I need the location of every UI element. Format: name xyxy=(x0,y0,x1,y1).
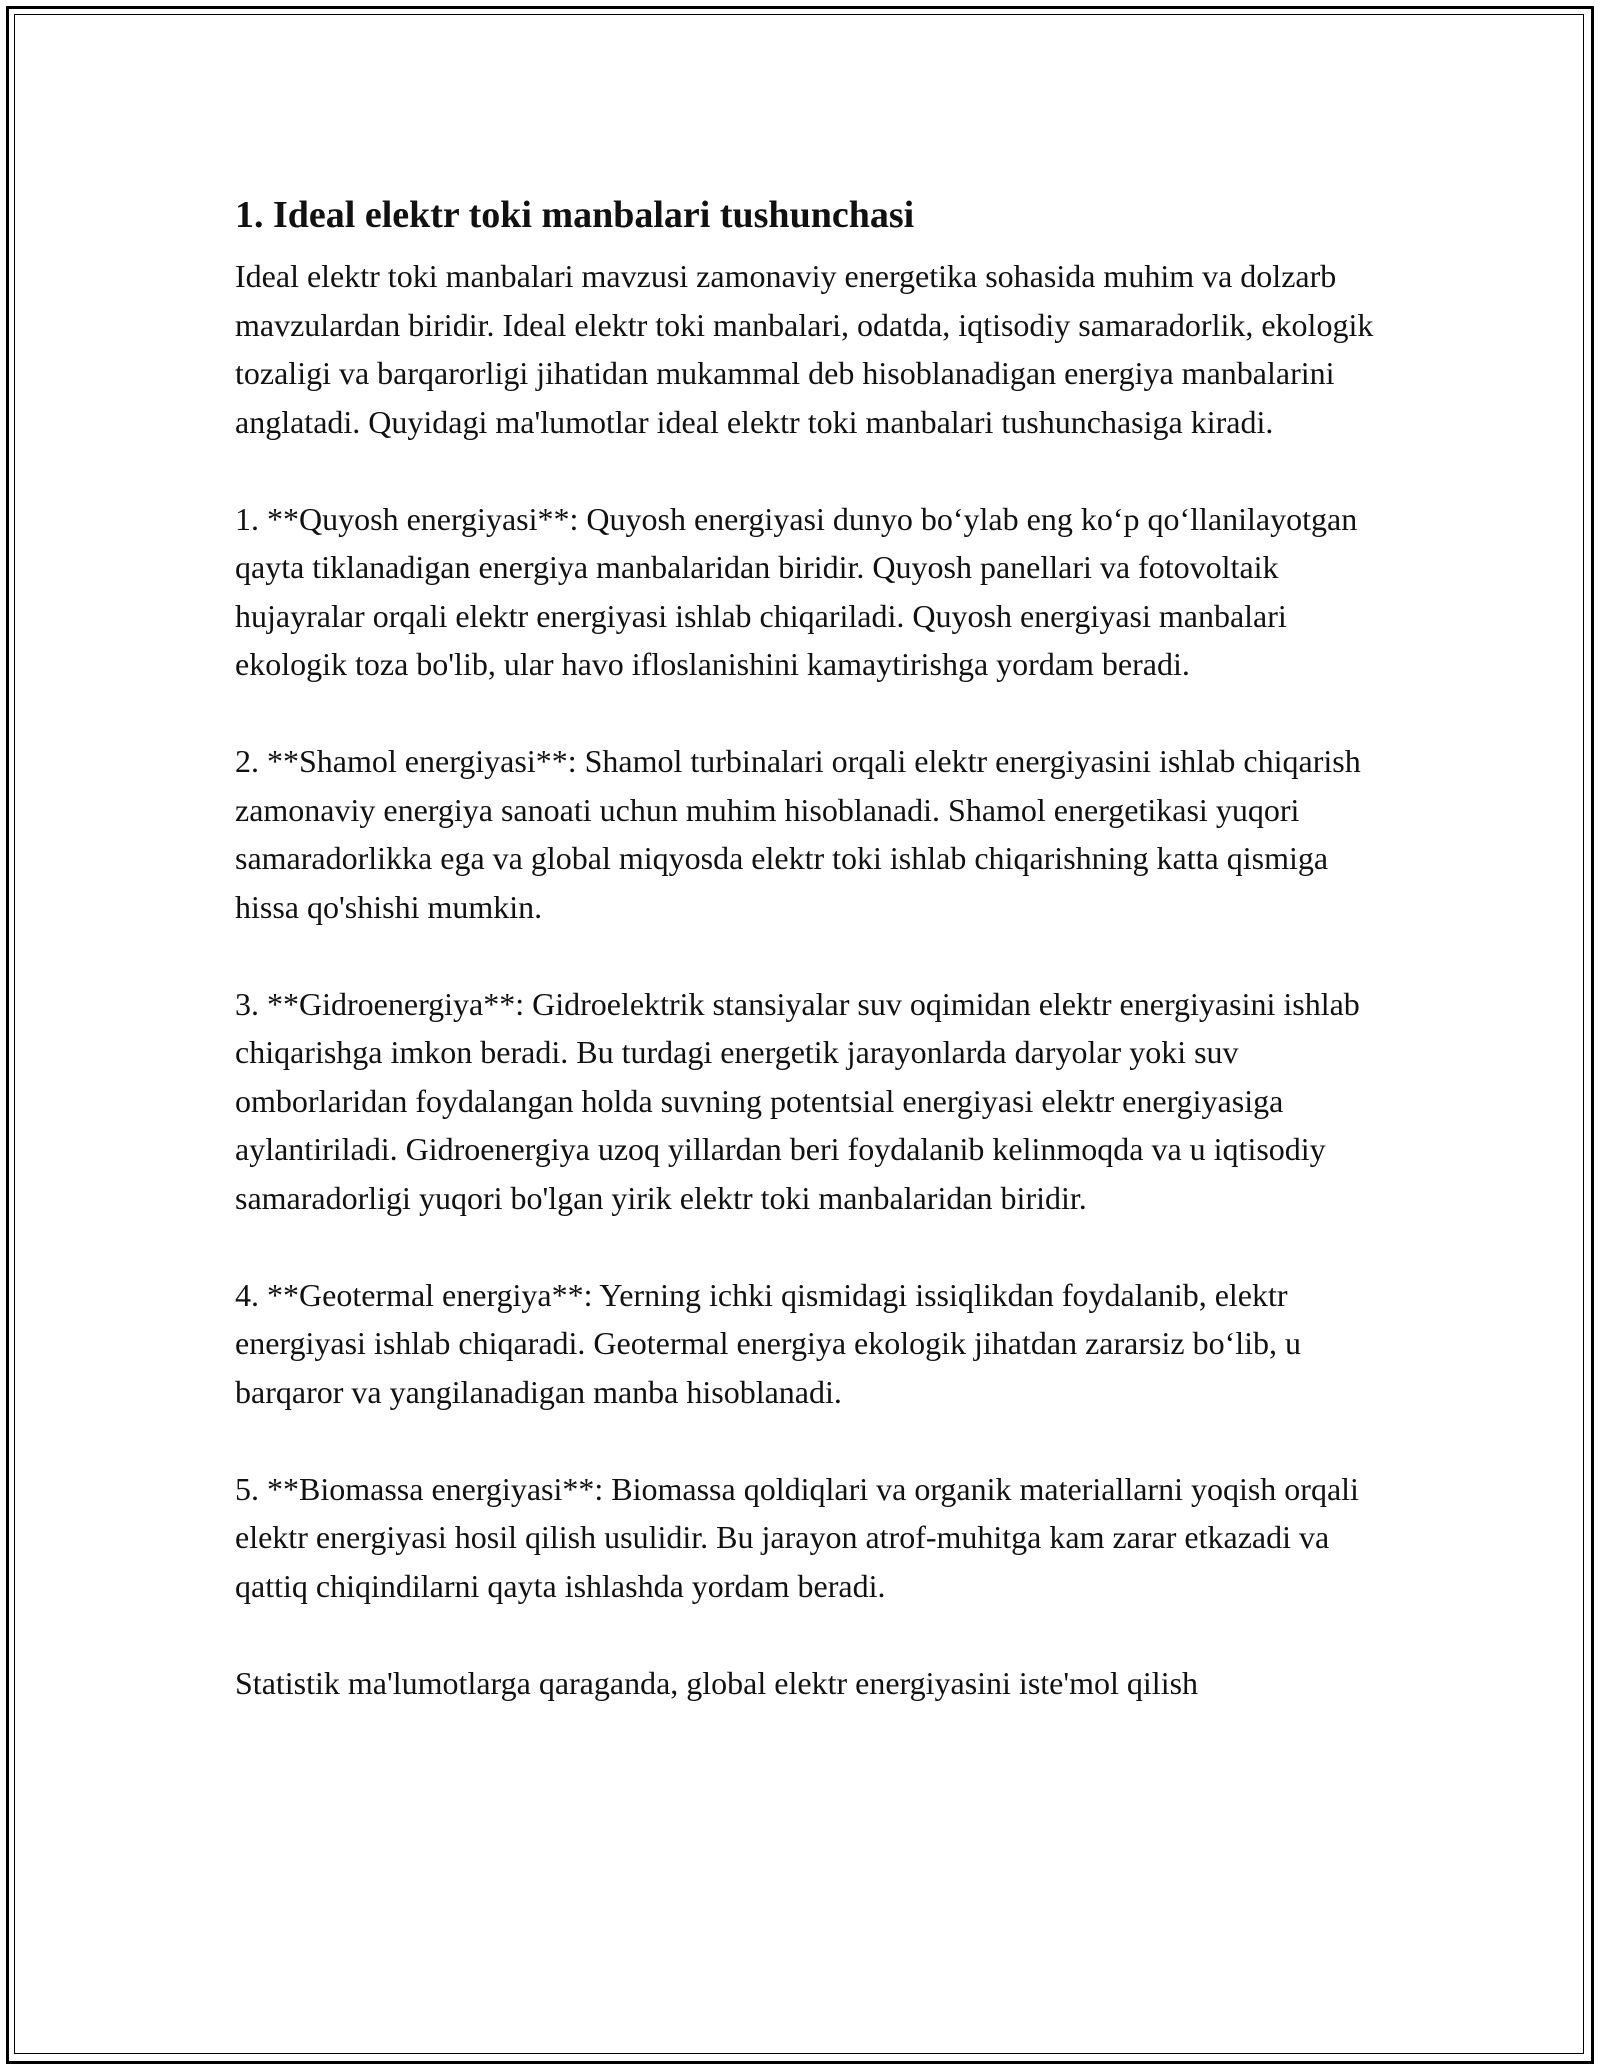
document-body xyxy=(235,186,1385,1707)
intro-paragraph: Ideal elektr toki manbalari mavzusi zamonaviy energetika sohasida muhim va dolzarb mavzulardan biridir. Ideal elektr toki manbalari, odatda, iqtisodiy samaradorlik, ekologik tozaligi va barqarorligi jihatidan mukammal deb hisoblanadigan energiya manbalarini anglatadi. Quyidagi ma'lumotlar ideal elektr toki manbalari tushunchasiga kiradi. xyxy=(235,258,1374,440)
paragraph-biomass-energy: 5. **Biomassa energiyasi**: Biomassa qoldiqlari va organik materiallarni yoqish orqali elektr energiyasi hosil qilish usulidir. Bu jarayon atrof-muhitga kam zarar etkazadi va qattiq chiqindilarni qayta ishlashda yordam beradi. xyxy=(235,1470,1359,1604)
paragraph-statistics: Statistik ma'lumotlarga qaraganda, global elektr energiyasini iste'mol qilish xyxy=(235,1664,1199,1701)
paragraph-solar-energy: 1. **Quyosh energiyasi**: Quyosh energiyasi dunyo bo‘ylab eng ko‘p qo‘llanilayotgan qayta tiklanadigan energiya manbalaridan biridir. Quyosh panellari va fotovoltaik hujayralar orqali elektr energiyasi ishlab chiqariladi. Quyosh energiyasi manbalari ekologik toza bo'lib, ular havo ifloslanishini kamaytirishga yordam beradi. xyxy=(235,500,1358,682)
section-heading: 1. Ideal elektr toki manbalari tushunchasi xyxy=(235,194,915,236)
paragraph-hydro-energy: 3. **Gidroenergiya**: Gidroelektrik stansiyalar suv oqimidan elektr energiyasini ishlab chiqarishga imkon beradi. Bu turdagi energetik jarayonlarda daryolar yoki suv omborlaridan foydalangan holda suvning potentsial energiyasi elektr energiyasiga aylantiriladi. Gidroenergiya uzoq yillardan beri foydalanib kelinmoqda va u iqtisodiy samaradorligi yuqori bo'lgan yirik elektr toki manbalaridan biridir. xyxy=(235,985,1360,1216)
paragraph-geothermal-energy: 4. **Geotermal energiya**: Yerning ichki qismidagi issiqlikdan foydalanib, elektr energiyasi ishlab chiqaradi. Geotermal energiya ekologik jihatdan zararsiz bo‘lib, u barqaror va yangilanadigan manba hisoblanadi. xyxy=(235,1276,1301,1410)
paragraph-wind-energy: 2. **Shamol energiyasi**: Shamol turbinalari orqali elektr energiyasini ishlab chiqarish zamonaviy energiya sanoati uchun muhim hisoblanadi. Shamol energetikasi yuqori samaradorlikka ega va global miqyosda elektr toki ishlab chiqarishning katta qismiga hissa qo'shishi mumkin. xyxy=(235,743,1361,925)
